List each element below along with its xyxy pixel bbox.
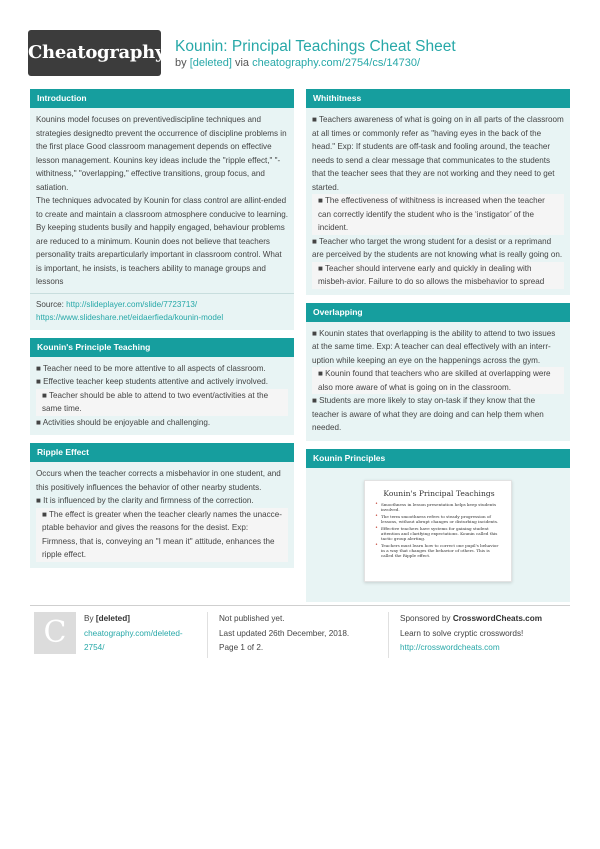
section-withitness xyxy=(306,89,570,295)
source-label: Source: xyxy=(36,299,64,309)
list-item: ■ Teacher should intervene early and quickly in dealing with misbeh-avior. Failure to do so allows the misbehavior to spread xyxy=(312,262,564,289)
list-item: ■ Teacher should be able to attend to two event/activities at the same time. xyxy=(36,389,288,416)
byline-author-link[interactable]: [deleted] xyxy=(189,57,232,69)
list-item: ■ Kounin states that overlapping is the ability to attend to two issues at the same time. Exp: A teacher can deal effectively with an interr-uption while keeping an eye on the happenings across the gym. xyxy=(312,328,556,365)
footer-author-link[interactable]: cheatography.com/deleted- xyxy=(84,628,183,638)
section-heading: Whithitness xyxy=(306,89,570,108)
byline-via: via xyxy=(234,57,250,69)
sponsor-text: Learn to solve cryptic crosswords! xyxy=(400,628,524,638)
list-item: ■ Activities should be enjoyable and challenging. xyxy=(36,417,211,427)
section-heading: Kounin's Principle Teaching xyxy=(30,338,294,357)
slide-item: • Smoothness in lesson presentation helps keep students involved. xyxy=(375,502,503,512)
list-item: ■ The effect is greater when the teacher clearly names the unacce-ptable behavior and gives the reasons for the desist. Exp: Firmness, that is, conveying an "I mean it" attitude, enhances the ripple effect. xyxy=(36,508,288,562)
sponsor-label: Sponsored by xyxy=(400,614,451,623)
source-link[interactable]: https://www.slideshare.net/eidaerfieda/kounin-model xyxy=(36,313,224,322)
slide-item: • The term smoothness refers to steady progression of lessons, without abrupt changes or disturbing incidents. xyxy=(375,514,503,524)
intro-paragraph-2: The techniques advocated by Kounin for class control are allint-ended to create and maintain a classroom atmosphere conducive to learning. By keeping students busily and happily engaged, behaviour problems are reduced to a minimum. Kounin does not believe that teachers personality traits areparticularly important in classroom control. What is important, he insists, is teachers ability to manage groups and lessons xyxy=(36,196,288,286)
right-column xyxy=(306,89,570,610)
section-heading: Ripple Effect xyxy=(30,443,294,462)
publish-status: Not published yet. xyxy=(219,614,285,623)
sponsor-link[interactable]: http://crosswordcheats.com xyxy=(400,643,500,652)
section-heading: Kounin Principles xyxy=(306,449,570,468)
section-heading: Introduction xyxy=(30,89,294,108)
slide-item: • Teachers must learn how to correct one pupil's behavior in a way that changes the behavior of others. This is called the Ripple effect. xyxy=(375,543,503,558)
list-item: ■ Teachers awareness of what is going on in all parts of the classroom at all times or commonly refer as "having eyes in the back of the head." Exp: If students are off-task and fooling around, the teacher needs to send a clear message that communicates to the students that the teacher sees that they are not working and they need to get started. xyxy=(312,115,564,192)
last-updated: Last updated 26th December, 2018. xyxy=(219,628,350,638)
section-heading: Overlapping xyxy=(306,303,570,322)
source-block xyxy=(30,293,294,330)
page-number: Page 1 of 2. xyxy=(219,643,264,652)
list-item: ■ Effective teacher keep students attentive and actively involved. xyxy=(36,377,268,386)
logo-text: Cheatography xyxy=(28,42,166,63)
intro-paragraph-1: Kounins model focuses on preventivediscipline techniques and strategies designedto prevent the occurrence of discipline problems in the first place Good classroom management depends on effective lesson management. Kounins key ideas include the "ripple effect," "-withitness," "overlapping," effective transitions, group focus, and satiation. xyxy=(36,115,287,192)
section-kounin-principles xyxy=(306,449,570,602)
section-principle-teaching xyxy=(30,338,294,436)
list-item: ■ Students are more likely to stay on-task if they know that the teacher is aware of what they are doing and can help them when needed. xyxy=(312,396,544,432)
list-item: ■ Teacher need to be more attentive to all aspects of classroom. xyxy=(36,363,266,373)
byline xyxy=(175,57,420,69)
page-title: Kounin: Principal Teachings Cheat Sheet xyxy=(175,38,456,55)
avatar-letter: C xyxy=(43,615,67,650)
slide-item: • Effective teachers have systems for gaining student attention and clarifying expectations. Kounin called this tactic group alerting. xyxy=(375,526,503,541)
slide-title: Kounin's Principal Teachings xyxy=(383,488,495,498)
footer-separator xyxy=(388,612,389,658)
list-item: Occurs when the teacher corrects a misbehavior in one student, and this positively influences the behavior of other nearby students. xyxy=(36,469,281,492)
source-link[interactable]: http://slideplayer.com/slide/7723713/ xyxy=(66,299,198,309)
footer-divider xyxy=(30,605,570,606)
list-item: ■ Teacher who target the wrong student for a desist or a reprimand are perceived by the students are not knowing what is really going on. xyxy=(312,236,563,259)
list-item: ■ It is influenced by the clarity and firmness of the correction. xyxy=(36,496,254,505)
list-item: ■ Kounin found that teachers who are skilled at overlapping were also more aware of what is going on in the classroom. xyxy=(312,367,564,394)
footer-sponsor xyxy=(400,612,542,656)
sponsor-name: CrosswordCheats.com xyxy=(452,614,542,623)
section-introduction xyxy=(30,89,294,330)
section-overlapping xyxy=(306,303,570,441)
footer-author-name: [deleted] xyxy=(95,614,130,623)
list-item: ■ The effectiveness of withitness is increased when the teacher can correctly identify the student who is the ‘instigator’ of the incident. xyxy=(312,194,564,235)
cheatography-logo[interactable] xyxy=(28,30,166,76)
cheatsheet-link[interactable]: cheatography.com/2754/cs/14730/ xyxy=(252,57,421,69)
footer-by: By xyxy=(84,614,94,623)
avatar xyxy=(34,612,76,654)
footer-author-link[interactable]: 2754/ xyxy=(84,643,105,652)
footer-status xyxy=(219,612,349,656)
section-ripple-effect xyxy=(30,443,294,568)
left-column xyxy=(30,89,294,576)
footer-author xyxy=(84,612,183,656)
principles-slide-image xyxy=(364,480,512,582)
byline-by: by xyxy=(175,57,187,69)
footer-separator xyxy=(207,612,208,658)
